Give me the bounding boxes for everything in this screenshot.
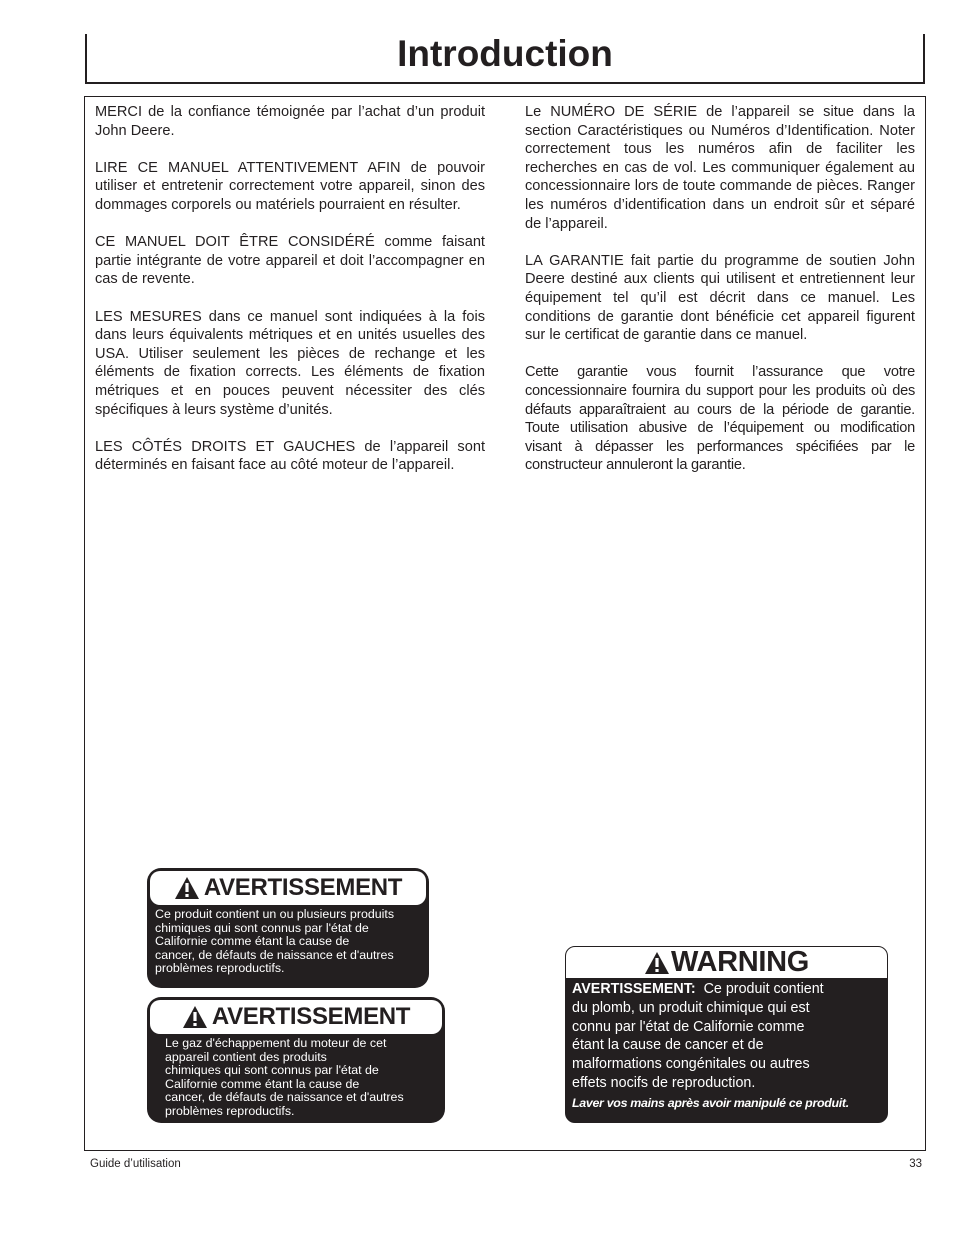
left-column [95,103,485,493]
title-box [85,34,925,84]
paragraph-merci: MERCI de la confiance témoignée par l’achat d’un produit John Deere. [95,104,485,139]
warning-triangle-icon [182,1005,208,1029]
avertissement-body-1 [155,908,421,976]
warning-line-1 [572,980,881,999]
warning-lead: AVERTISSEMENT: [572,981,696,997]
label-line: Californie comme étant la cause de [165,1076,360,1091]
paragraph-manuel-partie: CE MANUEL DOIT ÊTRE CONSIDÉRÉ comme faisant partie intégrante de votre appareil et doit l’accompagner en cas de revente. [95,234,485,288]
label-line: cancer, de défauts de naissance et d'autres [165,1090,404,1105]
label-line: Le gaz d'échappement du moteur de cet [165,1036,387,1050]
warning-triangle-icon [644,951,670,975]
paragraph-numero-serie: Le NUMÉRO DE SÉRIE de l’appareil se situe dans la section Caractéristiques ou Numéros d’Identification. Noter correctement tous les numéros afin de faciliter les recherches en cas de vol. Les communiquer également au concessionnaire lors de toute commande de pièces. Ranger les numéros d’identification dans un endroit sûr et séparé de l’appareil. [525,104,915,232]
avertissement-heading-text-2: AVERTISSEMENT [211,1003,411,1030]
warning-heading-text: WARNING [670,946,810,978]
label-line: Ce produit contient [703,981,824,997]
avertissement-heading-2 [150,1000,442,1034]
paragraph-mesures: LES MESURES dans ce manuel sont indiquées à la fois dans leurs équivalents métriques et en unités usuelles des USA. Utiliser seulement les pièces de rechange et les éléments de fixation corrects. Les éléments de fixation métriques et en pouces peuvent nécessiter des clés spécifiques à leurs système d’unités. [95,308,485,418]
avertissement-heading-1 [150,871,426,905]
avertissement-label-2 [147,997,445,1123]
warning-heading [566,947,887,979]
warning-note: Laver vos mains après avoir manipulé ce produit. [572,1095,849,1110]
label-line: appareil contient des produits [165,1049,327,1064]
paragraph-garantie-assurance: Cette garantie vous fournit l’assurance que votre concessionnaire fournira du support pour les produits où des défauts apparaîtraient au cours de la période de garantie. Toute utilisation abusive de l’équipement ou modification visant à dépasser les performances spécifiées par le constructeur annuleront la garantie. [525,364,915,474]
avertissement-heading-text-1: AVERTISSEMENT [203,874,403,901]
page-title: Introduction [397,33,613,74]
label-line: étant la cause de cancer et de [572,1037,764,1054]
right-column [525,103,915,493]
label-line: chimiques qui sont connus par l'état de [165,1063,379,1078]
label-line: cancer, de défauts de naissance et d'autres [155,947,394,962]
warning-triangle-icon [174,876,200,900]
label-line: malformations congénitales ou autres [572,1056,810,1073]
label-line: chimiques qui sont connus par l'état de [155,920,369,935]
content-box [84,96,926,1151]
label-line: effets nocifs de reproduction. [572,1074,756,1091]
warning-body [572,980,881,1113]
label-line: Californie comme étant la cause de [155,934,350,949]
paragraph-cotes: LES CÔTÉS DROITS ET GAUCHES de l’appareil sont déterminés en faisant face au côté moteur de l’appareil. [95,438,485,474]
warning-label [565,946,888,1123]
avertissement-body-2 [165,1037,437,1119]
paragraph-garantie: LA GARANTIE fait partie du programme de soutien John Deere destiné aux clients qui utilisent et entretiennent leur équipement tel qu’il est décrit dans ce manuel. Les conditions de garantie dont bénéficie cet appareil figurent sur le certificat de garantie dans ce manuel. [525,252,915,344]
paragraph-lire-manuel: LIRE CE MANUEL ATTENTIVEMENT AFIN de pouvoir utiliser et entretenir correctement votre appareil, sinon des dommages corporels ou matériels pourraient en résulter. [95,159,485,213]
label-line: problèmes reproductifs. [165,1103,295,1118]
footer-page-number: 33 [909,1158,922,1170]
footer-guide-label: Guide d’utilisation [90,1158,181,1170]
label-line: problèmes reproductifs. [155,961,285,976]
label-line: connu par l'état de Californie comme [572,1018,805,1035]
label-line: Ce produit contient un ou plusieurs produits [155,907,395,921]
label-line: du plomb, un produit chimique qui est [572,999,810,1016]
avertissement-label-1 [147,868,429,988]
